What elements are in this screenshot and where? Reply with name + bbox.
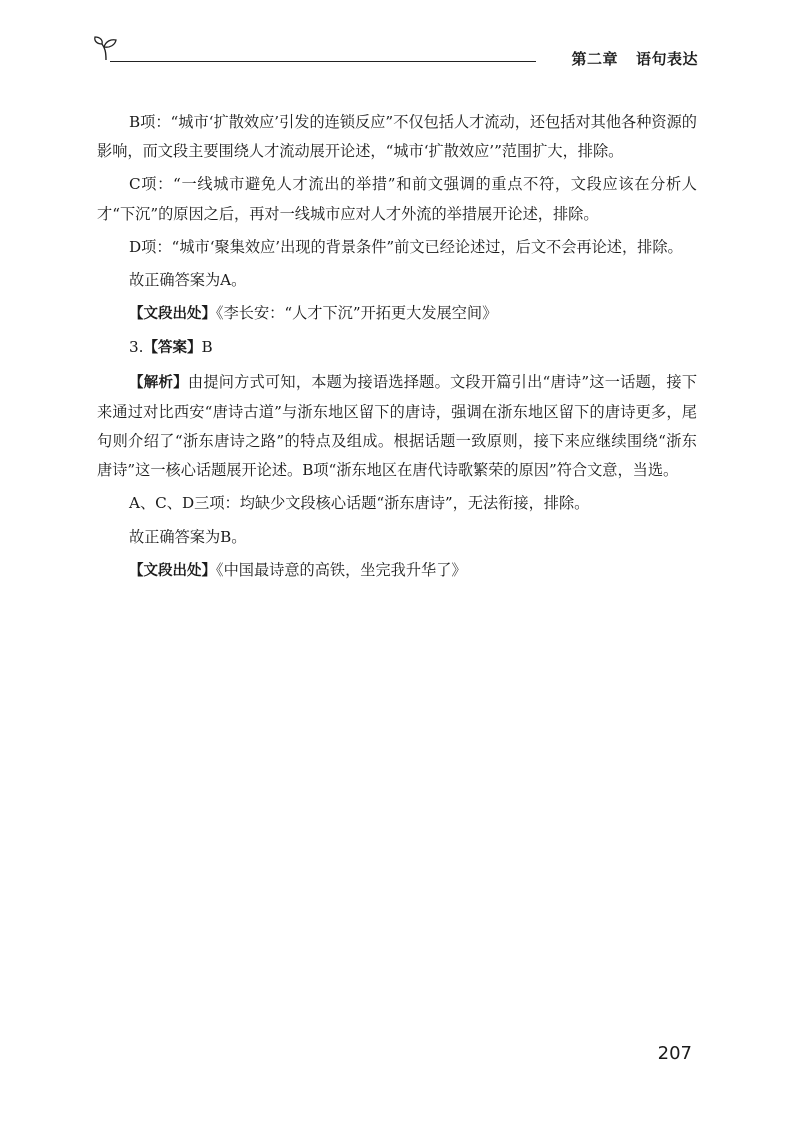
option-d-analysis: D项：“城市‘聚集效应’出现的背景条件”前文已经论述过，后文不会再论述，排除。	[129, 237, 683, 256]
source-title: 《中国最诗意的高铁，坐完我升华了》	[216, 560, 467, 579]
source-label: 【文段出处】	[129, 562, 216, 579]
analysis-label: 【解析】	[129, 374, 188, 391]
answer-value: B	[201, 338, 213, 357]
chapter-label: 第二章	[571, 50, 618, 68]
source-label: 【文段出处】	[129, 306, 216, 323]
answer-label: 【答案】	[143, 340, 202, 357]
question-3-answer	[97, 333, 697, 363]
option-acd-analysis: A、C、D三项：均缺少文段核心话题“浙东唐诗”，无法衔接，排除。	[129, 494, 590, 513]
sprout-icon	[92, 34, 122, 64]
source-citation-1	[97, 299, 697, 329]
running-head	[571, 48, 698, 69]
option-c-analysis: C项：“一线城市避免人才流出的举措”和前文强调的重点不符，文段应该在分析人才“下沉”的原因之后，再对一线城市应对人才外流的举措展开论述，排除。	[97, 175, 697, 223]
page-header	[92, 34, 698, 70]
section-label: 语句表达	[635, 50, 698, 68]
header-rule	[110, 61, 536, 62]
question-3-analysis	[97, 368, 697, 486]
source-citation-2	[97, 556, 697, 586]
option-b-analysis: B项：“城市‘扩散效应’引发的连锁反应”不仅包括人才流动，还包括对其他各种资源的影响，而文段主要围绕人才流动展开论述，“城市‘扩散效应’”范围扩大，排除。	[97, 113, 697, 161]
source-title: 《李长安：“人才下沉”开拓更大发展空间》	[216, 304, 498, 323]
question-number: 3.	[129, 338, 144, 357]
answer-statement-a: 故正确答案为A。	[129, 271, 247, 290]
analysis-text: 由提问方式可知，本题为接语选择题。文段开篇引出“唐诗”这一话题，接下来通过对比西安“唐诗古道”与浙东地区留下的唐诗，强调在浙东地区留下的唐诗更多，尾句则介绍了“浙东唐诗之路”的特点及组成。根据话题一致原则，接下来应继续围绕“浙东唐诗”这一核心话题展开论述。B项“浙东地区在唐代诗歌繁荣的原因”符合文意，当选。	[97, 372, 698, 480]
page-body	[97, 108, 697, 586]
page-number: 207	[657, 1043, 692, 1064]
answer-statement-b: 故正确答案为B。	[129, 527, 247, 546]
